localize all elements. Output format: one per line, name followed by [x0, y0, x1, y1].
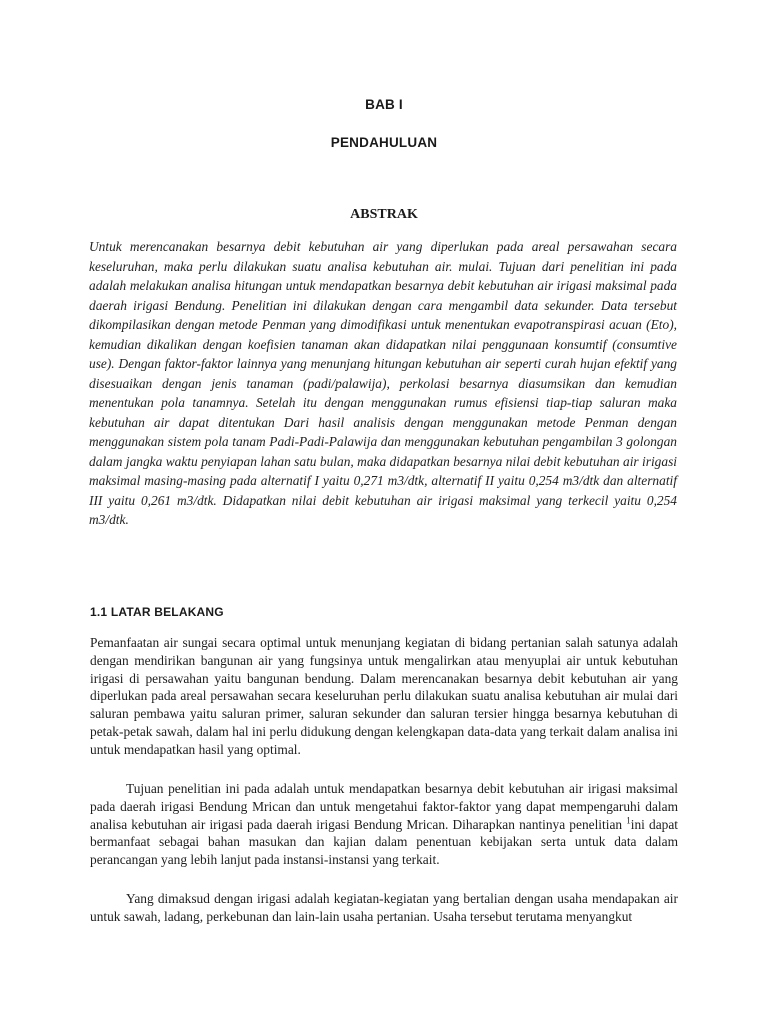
paragraph-3: Yang dimaksud dengan irigasi adalah kegiatan-kegiatan yang bertalian dengan usaha mendapakan air untuk sawah, ladang, perkebunan dan lain-lain usaha pertanian. Usaha tersebut terutama menyangkut	[90, 891, 678, 924]
section-heading: 1.1 LATAR BELAKANG	[90, 605, 224, 619]
chapter-title: PENDAHULUAN	[330, 135, 438, 150]
abstract-body: Untuk merencanakan besarnya debit kebutuhan air yang diperlukan pada areal persawahan secara keseluruhan, maka perlu dilakukan suatu analisa kebutuhan air. mulai. Tujuan dari penelitian ini pada adalah melakukan analisa hitungan untuk mendapatkan besarnya debit kebutuhan air irigasi maksimal pada daerah irigasi Bendung. Penelitian ini dilakukan dengan cara mengambil data sekunder. Data tersebut dikompilasikan dengan metode Penman yang dimodifikasi untuk menentukan evapotranspirasi acuan (Eto), kemudian dikalikan dengan koefisien tanaman akan didapatkan nilai penggunaan konsumtif (consumtive use). Dengan faktor-faktor lainnya yang menunjang hitungan kebutuhan air seperti curah hujan efektif yang disesuaikan dengan jenis tanaman (padi/palawija), perkolasi besarnya diasumsikan dan kemudian menentukan pola tanamnya. Setelah itu dengan menggunakan rumus efisiensi tiap-tiap saluran maka kebutuhan air dapat ditentukan Dari hasil analisis dengan menggunakan metode Penman dengan menggunakan sistem pola tanam Padi-Padi-Palawija dan menggunakan kebutuhan pengambilan 3 golongan dalam jangka waktu penyiapan lahan satu bulan, maka didapatkan besarnya nilai debit kebutuhan air irigasi maksimal masing-masing pada alternatif I yaitu 0,271 m3/dtk, alternatif II yaitu 0,254 m3/dtk dan alternatif III yaitu 0,261 m3/dtk. Didapatkan nilai debit kebutuhan air irigasi maksimal yang terkecil yaitu 0,254 m3/dtk.	[89, 239, 677, 527]
paragraph-2-text-after: ini dapat bermanfaat sebagai bahan masukan dan kajian dalam penentuan kebijakan serta untuk data dalam perancangan yang lebih lanjut pada instansi-instansi yang terkait.	[90, 816, 678, 868]
abstract-heading: ABSTRAK	[350, 207, 418, 222]
footnote-marker: 1	[626, 815, 631, 826]
chapter-number: BAB I	[365, 97, 403, 112]
paragraph-2-text-before: Tujuan penelitian ini pada adalah untuk mendapatkan besarnya debit kebutuhan air irigasi maksimal pada daerah irigasi Bendung Mrican dan untuk mengetahui faktor-faktor yang dapat mempengaruhi dalam analisa kebutuhan air irigasi pada daerah irigasi Bendung Mrican. Diharapkan nantinya penelitian	[90, 781, 678, 832]
paragraph-2	[90, 780, 678, 869]
paragraph-1: Pemanfaatan air sungai secara optimal untuk menunjang kegiatan di bidang pertanian salah satunya adalah dengan mendirikan bangunan air yang fungsinya untuk mengalirkan atau menyuplai air untuk kebutuhan irigasi di persawahan yaitu bangunan bendung. Dalam merencanakan besarnya debit kebutuhan air yang diperlukan pada areal persawahan secara keseluruhan perlu dilakukan suatu analisa kebutuhan air mulai dari saluran pembawa yaitu saluran primer, saluran sekunder dan saluran tersier hingga besarnya kebutuhan di petak-petak sawah, dalam hal ini perlu didukung dengan kelengkapan data-data yang terkait dalam analisa ini untuk mendapatkan hasil yang optimal.	[90, 635, 678, 757]
